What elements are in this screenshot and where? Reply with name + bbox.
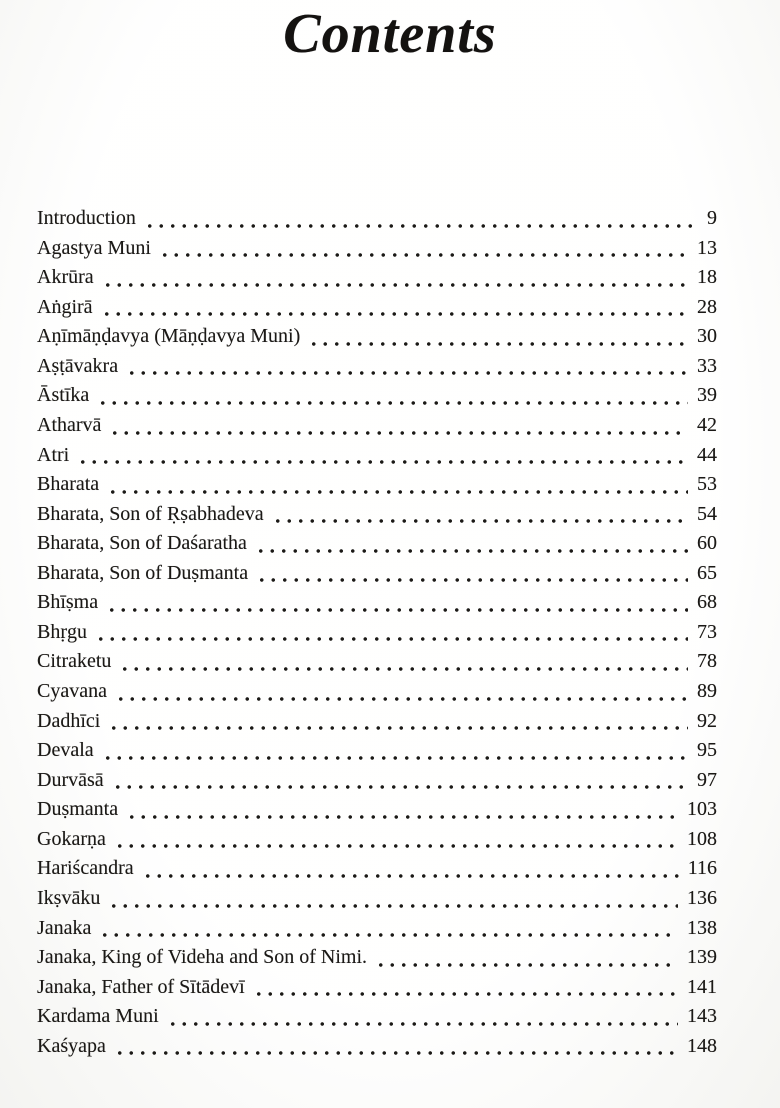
toc-entry-page-number: 73 [697, 620, 717, 643]
toc-entry-title: Aṣṭāvakra [37, 354, 119, 377]
dot-leader [119, 667, 688, 671]
toc-entry [37, 647, 717, 677]
toc-entry-title: Bhīṣma [37, 591, 99, 614]
dot-leader [126, 371, 688, 375]
toc-entry [37, 559, 717, 589]
dot-leader [107, 490, 688, 494]
dot-leader [108, 726, 688, 730]
toc-entry-title: Āstīka [37, 384, 90, 407]
toc-entry [37, 884, 717, 914]
toc-entry [37, 1002, 717, 1032]
toc-entry-page-number: 54 [697, 502, 717, 525]
toc-entry-page-number: 139 [687, 946, 717, 969]
dot-leader [102, 283, 688, 287]
toc-entry-title: Aṅgirā [37, 295, 93, 318]
toc-entry-title: Akrūra [37, 266, 94, 289]
toc-entry-title: Janaka [37, 916, 92, 939]
toc-entry [37, 677, 717, 707]
toc-entry-title: Atri [37, 443, 70, 466]
toc-entry [37, 293, 717, 323]
toc-entry-page-number: 78 [697, 650, 717, 673]
dot-leader [114, 844, 678, 848]
dot-leader [126, 815, 678, 819]
toc-entry-title: Bharata, Son of Daśaratha [37, 532, 247, 555]
toc-entry [37, 914, 717, 944]
toc-entry-page-number: 65 [697, 561, 717, 584]
toc-entry [37, 766, 717, 796]
toc-entry-page-number: 33 [697, 354, 717, 377]
toc-entry [37, 854, 717, 884]
toc-entry-page-number: 141 [687, 975, 717, 998]
dot-leader [95, 637, 688, 641]
toc-entry-title: Bharata, Son of Ṛṣabhadeva [37, 502, 264, 525]
dot-leader [167, 1022, 678, 1026]
page-title: Contents [283, 3, 497, 65]
toc-entry [37, 795, 717, 825]
toc-list [37, 204, 717, 1061]
toc-entry [37, 973, 717, 1003]
toc-entry [37, 736, 717, 766]
toc-entry-title: Dadhīci [37, 709, 101, 732]
toc-entry-page-number: 13 [697, 236, 717, 259]
toc-entry-title: Citraketu [37, 650, 112, 673]
toc-entry-page-number: 138 [687, 916, 717, 939]
dot-leader [99, 933, 678, 937]
toc-entry-title: Janaka, King of Videha and Son of Nimi. [37, 946, 368, 969]
toc-entry [37, 825, 717, 855]
toc-entry-page-number: 60 [697, 532, 717, 555]
toc-entry-page-number: 92 [697, 709, 717, 732]
toc-entry [37, 411, 717, 441]
dot-leader [109, 431, 688, 435]
toc-entry-title: Aṇīmāṇḍavya (Māṇḍavya Muni) [37, 325, 301, 348]
toc-entry [37, 234, 717, 264]
toc-entry-title: Bharata, Son of Duṣmanta [37, 561, 249, 584]
toc-entry-title: Kaśyapa [37, 1034, 106, 1057]
toc-entry-page-number: 53 [697, 473, 717, 496]
toc-entry-page-number: 68 [697, 591, 717, 614]
dot-leader [102, 756, 688, 760]
toc-entry-title: Kardama Muni [37, 1005, 159, 1028]
toc-entry [37, 263, 717, 293]
toc-entry-page-number: 136 [687, 886, 717, 909]
toc-entry-page-number: 148 [687, 1034, 717, 1057]
toc-entry-page-number: 42 [697, 413, 717, 436]
toc-entry [37, 441, 717, 471]
toc-entry-title: Introduction [37, 207, 136, 229]
toc-entry-title: Gokarṇa [37, 827, 106, 850]
toc-entry [37, 707, 717, 737]
toc-entry-page-number: 30 [697, 325, 717, 348]
toc-entry-title: Cyavana [37, 680, 107, 702]
toc-entry [37, 322, 717, 352]
dot-leader [114, 1051, 678, 1055]
toc-entry-page-number: 28 [697, 295, 717, 318]
dot-leader [142, 874, 679, 878]
dot-leader [272, 519, 688, 523]
toc-entry-title: Devala [37, 739, 94, 762]
dot-leader [77, 460, 688, 464]
toc-entry-page-number: 39 [697, 384, 717, 407]
dot-leader [308, 342, 688, 346]
toc-entry [37, 470, 717, 500]
toc-entry-page-number: 143 [687, 1005, 717, 1028]
dot-leader [253, 992, 678, 996]
toc-entry-title: Ikṣvāku [37, 886, 101, 909]
toc-entry-page-number: 116 [687, 857, 717, 880]
toc-entry-page-number: 97 [697, 768, 717, 791]
dot-leader [112, 785, 688, 789]
toc-entry-page-number: 103 [687, 798, 717, 821]
dot-leader [108, 904, 678, 908]
toc-entry [37, 943, 717, 973]
toc-entry-title: Durvāsā [37, 768, 104, 791]
toc-entry-page-number: 44 [697, 443, 717, 466]
toc-entry [37, 588, 717, 618]
toc-entry [37, 618, 717, 648]
toc-entry [37, 381, 717, 411]
dot-leader [255, 549, 688, 553]
toc-entry-page-number: 89 [697, 680, 717, 702]
toc-entry-title: Hariścandra [37, 857, 134, 880]
toc-entry [37, 529, 717, 559]
dot-leader [101, 312, 688, 316]
toc-entry [37, 500, 717, 530]
toc-entry-title: Agastya Muni [37, 236, 151, 259]
dot-leader [375, 963, 678, 967]
toc-entry [37, 352, 717, 382]
toc-entry-title: Janaka, Father of Sītādevī [37, 975, 245, 998]
toc-entry-title: Bhṛgu [37, 620, 87, 643]
toc-entry-page-number: 108 [687, 827, 717, 850]
toc-entry-page-number: 18 [697, 266, 717, 289]
dot-leader [159, 253, 688, 257]
dot-leader [144, 224, 698, 228]
toc-entry [37, 204, 717, 234]
dot-leader [115, 697, 688, 701]
toc-entry [37, 1032, 717, 1062]
dot-leader [256, 578, 688, 582]
toc-entry-page-number: 95 [697, 739, 717, 762]
toc-entry-title: Bharata [37, 473, 100, 496]
toc-entry-title: Duṣmanta [37, 798, 119, 821]
toc-entry-page-number: 9 [707, 207, 717, 229]
toc-entry-title: Atharvā [37, 413, 102, 436]
dot-leader [97, 401, 688, 405]
dot-leader [106, 608, 688, 612]
